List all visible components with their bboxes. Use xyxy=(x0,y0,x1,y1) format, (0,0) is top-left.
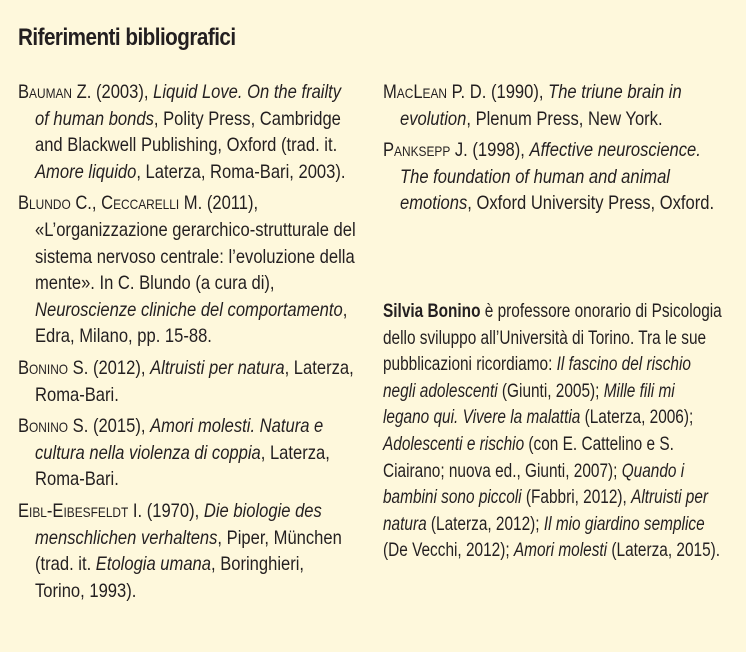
bio-text: (De Vecchi, 2012); xyxy=(383,540,514,562)
reference-item xyxy=(18,355,358,408)
reference-title: Altruisti per natura xyxy=(150,356,285,379)
author-bio xyxy=(383,299,723,565)
reference-author: Bonino S. xyxy=(18,415,89,438)
section-heading: Riferimenti bibliografici xyxy=(18,24,236,51)
reference-author: MacLean P. D. xyxy=(383,81,487,103)
reference-chapter: «L’organizzazione gerarchico-strutturale del sistema nervoso centrale: l’evoluzione della mente». In C. Blundo (a cura di), xyxy=(35,218,356,295)
bio-text: (con E. Cattelino e S. Ciairano; nuova ed., Giunti, 2007); xyxy=(383,433,674,482)
reference-year: (2003), xyxy=(95,81,149,103)
reference-item xyxy=(383,79,723,132)
reference-year: (2012), xyxy=(92,356,146,379)
reference-translation-publisher: , Boringhieri, Torino, 1993). xyxy=(35,553,305,602)
bio-book-title: Il fascino del rischio negli adolescenti xyxy=(383,354,691,402)
reference-translated-title: Etologia umana xyxy=(95,553,211,576)
reference-translation-publisher: , Laterza, Roma-Bari, 2003). xyxy=(136,160,346,183)
reference-year: (1970), xyxy=(146,499,200,522)
reference-title: Neuroscienze cliniche del comportamento xyxy=(35,298,343,321)
bio-book-title: Adolescenti e rischio xyxy=(383,433,525,455)
bio-book-title: Il mio giardino semplice xyxy=(543,513,705,535)
bio-book-title: Altruisti per natura xyxy=(383,487,709,535)
reference-item xyxy=(18,413,358,493)
bio-text: (Laterza, 2006); xyxy=(580,407,694,429)
reference-item xyxy=(18,79,358,185)
reference-publisher: , Laterza, Roma-Bari. xyxy=(35,356,354,406)
reference-title: Die biologie des menschlichen verhaltens xyxy=(35,499,322,549)
reference-title: Liquid Love. On the frailty of human bonds xyxy=(35,81,342,130)
reference-item xyxy=(18,190,358,350)
reference-translated-title: Amore liquido xyxy=(35,160,137,183)
bio-book-title: Amori molesti xyxy=(513,540,608,562)
reference-publisher: , Polity Press, Cambridge and Blackwell Publishing, Oxford (trad. it. xyxy=(35,107,341,157)
reference-publisher: , Oxford University Press, Oxford. xyxy=(467,192,715,215)
reference-item xyxy=(18,498,358,604)
reference-title: Amori molesti. Natura e cultura nella violenza di coppia xyxy=(35,415,324,464)
bio-book-title: Mille fili mi legano qui. Vivere la malattia xyxy=(383,380,675,429)
reference-author: Bauman Z. xyxy=(18,81,92,103)
reference-publisher: , Laterza, Roma-Bari. xyxy=(35,441,330,491)
reference-author: Blundo C., Ceccarelli M. xyxy=(18,192,203,215)
bio-text: (Giunti, 2005); xyxy=(497,380,604,402)
reference-year: (1998), xyxy=(472,139,525,162)
bio-text: (Laterza, 2015). xyxy=(607,540,721,562)
bio-text: è professore onorario di Psicologia dello sviluppo all’Università di Torino. Tra le sue pubblicazioni ricordiamo: xyxy=(383,301,722,376)
bio-book-title: Quando i bambini sono piccoli xyxy=(383,460,685,509)
reference-publisher: , Piper, München (trad. it. xyxy=(35,526,342,576)
reference-title: The triune brain in evolution xyxy=(400,81,682,130)
bio-author-name: Silvia Bonino xyxy=(383,301,481,322)
references-right-column xyxy=(383,79,723,222)
reference-item xyxy=(383,137,723,217)
reference-year: (2011), xyxy=(206,192,259,215)
reference-year: (1990), xyxy=(490,81,544,103)
reference-year: (2015), xyxy=(92,415,146,438)
reference-author: Panksepp J. xyxy=(383,139,468,162)
reference-author: Eibl-Eibesfeldt I. xyxy=(18,499,143,522)
bio-text: (Laterza, 2012); xyxy=(426,513,544,535)
references-left-column xyxy=(18,79,358,609)
reference-author: Bonino S. xyxy=(18,356,89,379)
reference-publisher: , Plenum Press, New York. xyxy=(466,107,663,130)
reference-publisher: , Edra, Milano, pp. 15-88. xyxy=(35,298,348,348)
bio-text: (Fabbri, 2012), xyxy=(521,487,632,509)
reference-title: Affective neuroscience. The foundation of human and animal emotions xyxy=(400,139,701,215)
